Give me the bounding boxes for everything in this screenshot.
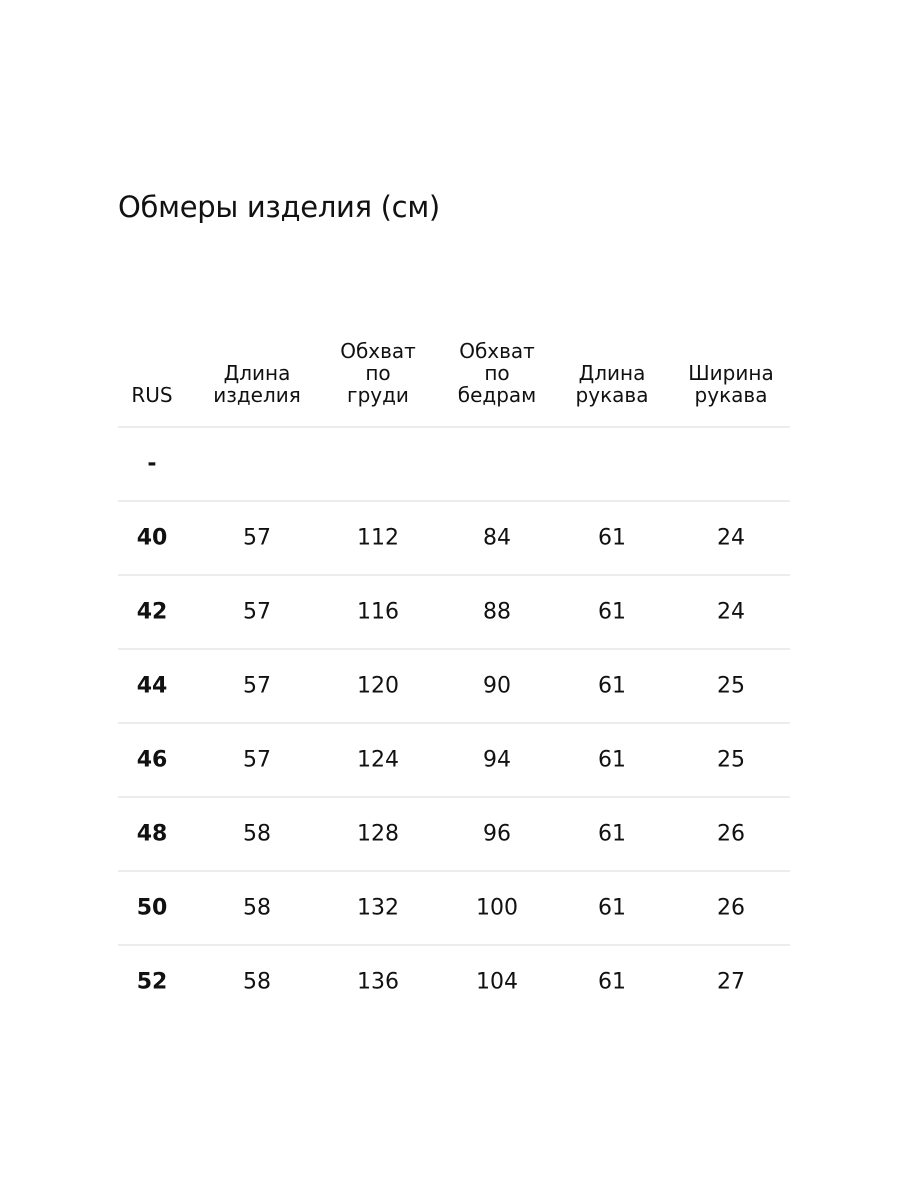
size-cell: - <box>147 451 157 477</box>
size-cell: 44 <box>136 673 168 699</box>
column-header-length: Длина изделия <box>213 361 301 407</box>
length-cell: 57 <box>243 525 271 551</box>
table-row <box>118 428 790 502</box>
column-header-hips: Обхват по бедрам <box>457 339 537 407</box>
page-title: Обмеры изделия (см) <box>118 190 440 224</box>
table-row <box>118 946 790 1018</box>
length-cell: 57 <box>243 673 271 699</box>
sleeve-width-cell: 26 <box>717 821 745 847</box>
table-row <box>118 576 790 650</box>
table-row <box>118 724 790 798</box>
size-cell: 46 <box>136 747 168 773</box>
chest-cell: 132 <box>357 895 399 921</box>
length-cell: 57 <box>243 747 271 773</box>
hips-cell: 104 <box>476 969 518 995</box>
table-row <box>118 798 790 872</box>
sleeve-width-cell: 25 <box>717 673 745 699</box>
sleeve-length-cell: 61 <box>598 673 626 699</box>
sleeve-length-cell: 61 <box>598 821 626 847</box>
table-row <box>118 650 790 724</box>
hips-cell: 88 <box>483 599 511 625</box>
size-cell: 40 <box>136 525 168 551</box>
sleeve-length-cell: 61 <box>598 747 626 773</box>
chest-cell: 112 <box>357 525 399 551</box>
hips-cell: 96 <box>483 821 511 847</box>
column-header-chest: Обхват по груди <box>340 339 416 407</box>
column-header-sleeve-width: Ширина рукава <box>688 361 774 407</box>
column-header-sleeve-length: Длина рукава <box>575 361 649 407</box>
sleeve-width-cell: 24 <box>717 525 745 551</box>
length-cell: 58 <box>243 895 271 921</box>
length-cell: 58 <box>243 821 271 847</box>
sleeve-length-cell: 61 <box>598 895 626 921</box>
hips-cell: 94 <box>483 747 511 773</box>
table-header <box>118 320 790 428</box>
length-cell: 58 <box>243 969 271 995</box>
sleeve-width-cell: 24 <box>717 599 745 625</box>
sleeve-width-cell: 27 <box>717 969 745 995</box>
column-header-rus: RUS <box>131 383 173 407</box>
table-row <box>118 502 790 576</box>
hips-cell: 100 <box>476 895 518 921</box>
size-cell: 42 <box>136 599 168 625</box>
size-cell: 48 <box>136 821 168 847</box>
chest-cell: 136 <box>357 969 399 995</box>
sleeve-length-cell: 61 <box>598 599 626 625</box>
sleeve-length-cell: 61 <box>598 969 626 995</box>
chest-cell: 120 <box>357 673 399 699</box>
size-table <box>118 320 790 1018</box>
size-cell: 52 <box>136 969 168 995</box>
size-cell: 50 <box>136 895 168 921</box>
sleeve-length-cell: 61 <box>598 525 626 551</box>
chest-cell: 128 <box>357 821 399 847</box>
hips-cell: 90 <box>483 673 511 699</box>
length-cell: 57 <box>243 599 271 625</box>
chest-cell: 124 <box>357 747 399 773</box>
sleeve-width-cell: 25 <box>717 747 745 773</box>
chest-cell: 116 <box>357 599 399 625</box>
sleeve-width-cell: 26 <box>717 895 745 921</box>
table-row <box>118 872 790 946</box>
hips-cell: 84 <box>483 525 511 551</box>
